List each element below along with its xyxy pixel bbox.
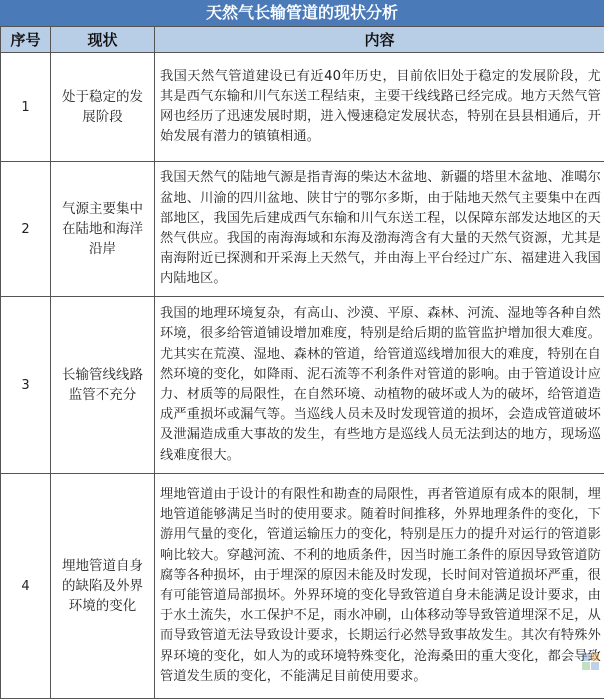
row-status: 长输管线线路监管不充分 xyxy=(51,297,155,474)
status-table xyxy=(0,26,604,699)
row-status: 埋地管道自身的缺陷及外界环境的变化 xyxy=(51,474,155,699)
table-row xyxy=(1,474,604,699)
table-row xyxy=(1,297,604,474)
row-status: 处于稳定的发展阶段 xyxy=(51,53,155,162)
table-title: 天然气长输管道的现状分析 xyxy=(0,0,604,26)
header-status: 现状 xyxy=(51,27,155,53)
row-content: 我国天然气管道建设已有近40年历史，目前依旧处于稳定的发展阶段，尤其是西气东输和川气东送工程结束，主要干线线路已经完成。地方天然气管网也经历了迅速发展时期，进入慢速稳定发展状态，特别在县县相通后，开始发展有潜力的镇镇相通。 xyxy=(155,53,604,162)
table-row xyxy=(1,53,604,162)
row-number: 1 xyxy=(1,53,51,162)
row-content: 我国天然气的陆地气源是指青海的柴达木盆地、新疆的塔里木盆地、准噶尔盆地、川渝的四川盆地、陕甘宁的鄂尔多斯，由于陆地天然气主要集中在西部地区，我国先后建成西气东输和川气东送工程，以保障东部发达地区的天然气供应。我国的南海海域和东海及渤海湾含有大量的天然气资源，尤其是南海附近已探测和开采海上天然气，并由海上平台经过广东、福建进入我国内陆地区。 xyxy=(155,162,604,297)
watermark xyxy=(582,653,600,671)
header-row xyxy=(1,27,604,53)
row-content: 埋地管道由于设计的有限性和勘查的局限性，再者管道原有成本的限制，埋地管道能够满足当时的使用要求。随着时间推移，外界地理条件的变化，下游用气量的变化，管道运输压力的变化，特别是压力的提升对运行的管道影响比较大。穿越河流、不利的地质条件，因当时施工条件的原因导致管道防腐等各种损坏，由于埋深的原因未能及时发现，长时间对管道损坏严重，很有可能管道局部损坏。外界环境的变化导致管道自身未能满足设计要求，由于水土流失，水工保护不足，雨水冲刷，山体移动等导致管道埋深不足，从而导致管道无法导致设计要求，长期运行必然导致事故发生。其次有特殊外界环境的变化，如人为的或环境特殊变化，沧海桑田的重大变化，都会导致管道发生质的变化，不能满足目前使用要求。 xyxy=(155,474,604,699)
watermark-logo-icon xyxy=(582,653,600,671)
row-status: 气源主要集中在陆地和海洋沿岸 xyxy=(51,162,155,297)
table-row xyxy=(1,162,604,297)
row-number: 2 xyxy=(1,162,51,297)
row-number: 4 xyxy=(1,474,51,699)
header-content: 内容 xyxy=(155,27,604,53)
row-content: 我国的地理环境复杂，有高山、沙漠、平原、森林、河流、湿地等各种自然环境，很多给管道铺设增加难度，特别是给后期的监管监护增加很大难度。尤其实在荒漠、湿地、森林的管道，给管道巡线增加很大的难度，特别在自然环境的变化，如降雨、泥石流等不利条件对管道的影响。由于管道设计应力、材质等的局限性，在自然环境、动植物的破坏或人为的破坏，给管道造成严重损坏或漏气等。当巡线人员未及时发现管道的损坏，会造成管道破坏及泄漏造成重大事故的发生，有些地方是巡线人员无法到达的地方，现场巡线难度很大。 xyxy=(155,297,604,474)
row-number: 3 xyxy=(1,297,51,474)
header-no: 序号 xyxy=(1,27,51,53)
